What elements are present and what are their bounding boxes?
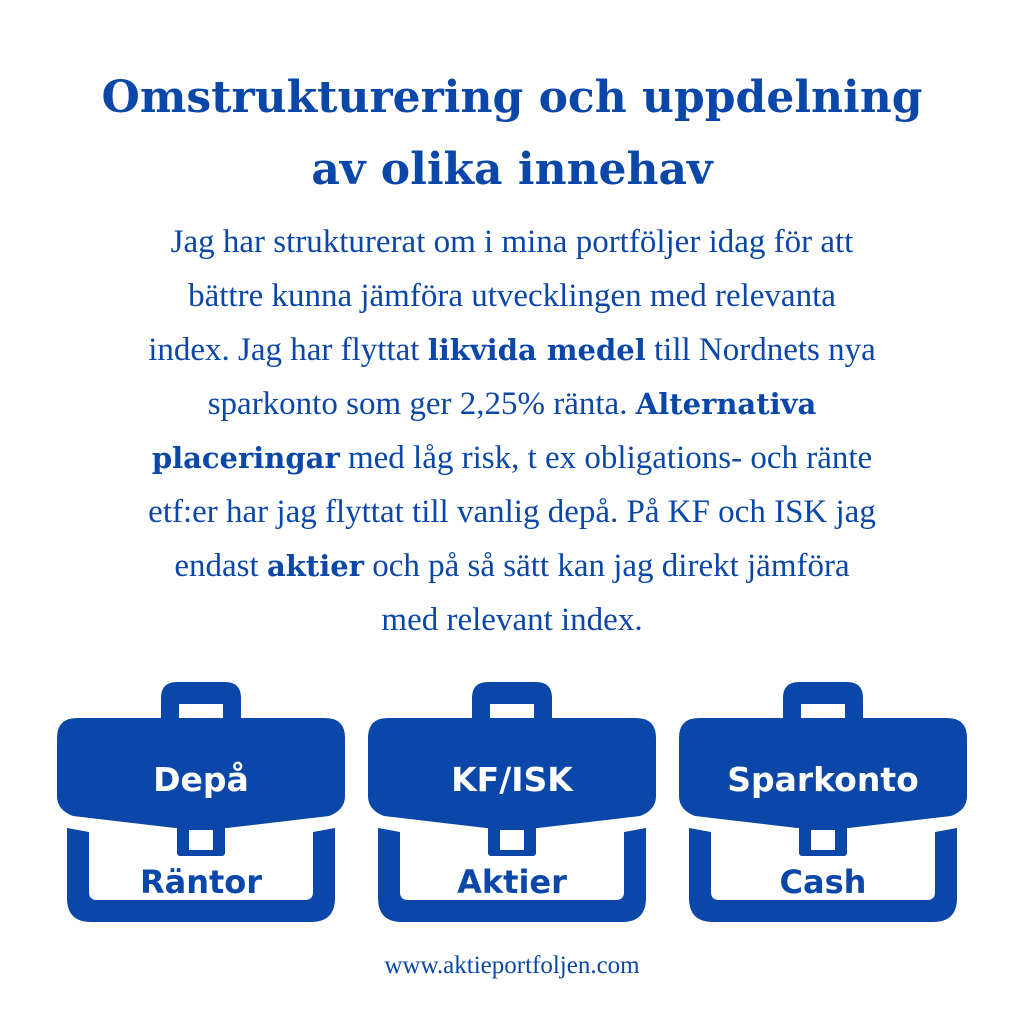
body-line-2: bättre kunna jämföra utvecklingen med relevanta xyxy=(188,278,836,314)
briefcase-bottom-label: Räntor xyxy=(139,863,263,901)
highlight-aktier: aktier xyxy=(266,549,364,583)
briefcase-top-label: Sparkonto xyxy=(727,760,919,799)
page-title xyxy=(0,62,1024,206)
briefcase-top-label: KF/ISK xyxy=(451,760,573,799)
body-line-4-pre: sparkonto som ger 2,25% ränta. xyxy=(207,386,636,422)
body-line-3 xyxy=(60,323,964,377)
body-line-5 xyxy=(60,431,964,485)
body-line-7 xyxy=(60,539,964,593)
briefcase-top-label: Depå xyxy=(153,760,249,799)
briefcase-sparkonto xyxy=(677,678,969,923)
briefcase-bottom-label: Aktier xyxy=(457,863,567,901)
body-line-5-post: med låg risk, t ex obligations- och ränte xyxy=(339,440,873,476)
highlight-placeringar: placeringar xyxy=(151,441,340,475)
title-line-1: Omstrukturering och uppdelning xyxy=(101,72,923,123)
body-line-3-pre: index. Jag har flyttat xyxy=(148,332,428,368)
briefcase-depa xyxy=(55,678,347,923)
briefcase-kf-isk xyxy=(366,678,658,923)
highlight-likvida-medel: likvida medel xyxy=(427,333,646,367)
website-url: www.aktieportfoljen.com xyxy=(384,952,640,979)
body-line-8: med relevant index. xyxy=(381,602,643,638)
body-line-7-pre: endast xyxy=(174,548,267,584)
body-line-3-post: till Nordnets nya xyxy=(645,332,876,368)
body-line-6: etf:er har jag flyttat till vanlig depå. På KF och ISK jag xyxy=(148,494,876,530)
body-line-1: Jag har strukturerat om i mina portföljer idag för att xyxy=(170,224,854,260)
body-line-7-post: och på så sätt kan jag direkt jämföra xyxy=(363,548,850,584)
highlight-alternativa: Alternativa xyxy=(635,387,817,421)
briefcase-bottom-label: Cash xyxy=(779,863,867,901)
title-line-2: av olika innehav xyxy=(311,144,713,195)
body-paragraph xyxy=(60,215,964,647)
body-line-4 xyxy=(60,377,964,431)
